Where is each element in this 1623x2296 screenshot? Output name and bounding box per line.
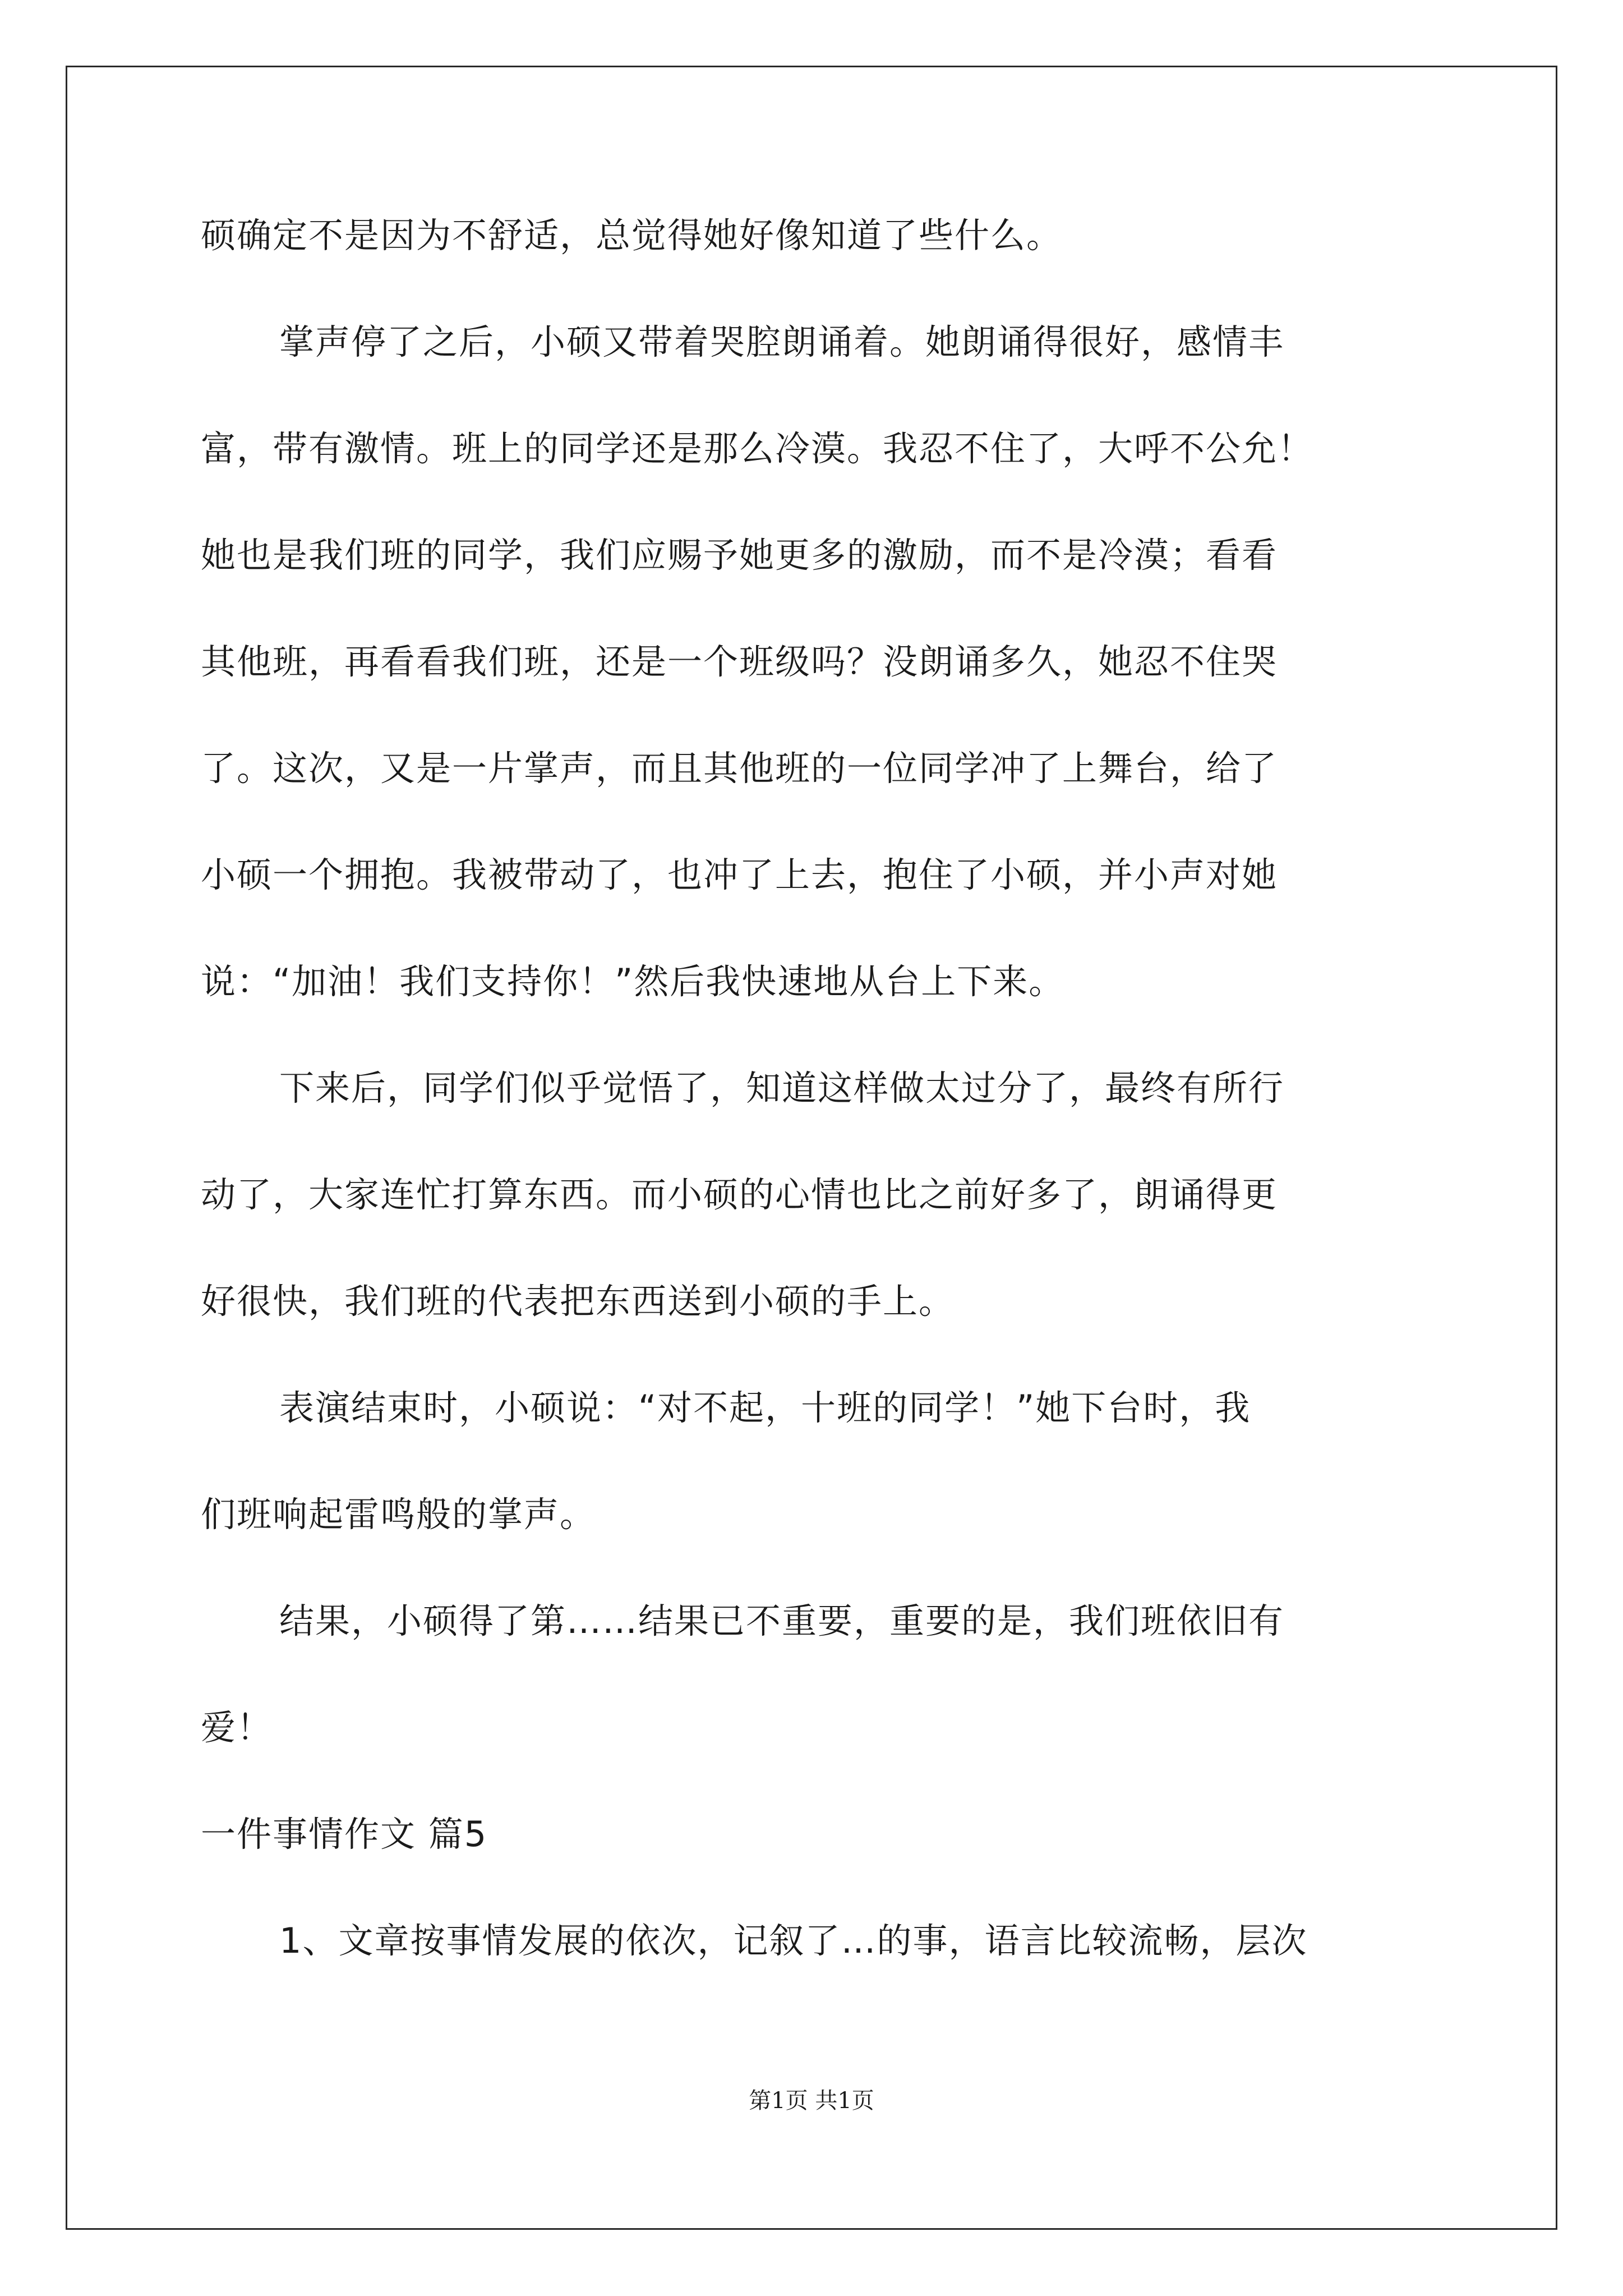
text-line: 其他班，再看看我们班，还是一个班级吗？没朗诵多久，她忍不住哭 — [201, 641, 1278, 682]
text-line: 好很快，我们班的代表把东西送到小硕的手上。 — [201, 1281, 955, 1322]
text-line: 动了，大家连忙打算东西。而小硕的心情也比之前好多了，朗诵得更 — [201, 1174, 1278, 1215]
text-line: 表演结束时，小硕说：“对不起，十班的同学！”她下台时，我 — [279, 1387, 1251, 1428]
text-line: 掌声停了之后，小硕又带着哭腔朗诵着。她朗诵得很好，感情丰 — [279, 321, 1285, 362]
text-line: 们班响起雷鸣般的掌声。 — [201, 1494, 596, 1535]
text-line: 结果，小硕得了第……结果已不重要，重要的是，我们班依旧有 — [279, 1600, 1285, 1641]
text-line: 1、文章按事情发展的依次，记叙了…的事，语言比较流畅，层次 — [279, 1920, 1308, 1961]
text-line: 她也是我们班的同学，我们应赐予她更多的激励，而不是冷漠；看看 — [201, 535, 1278, 576]
page-number: 第1页 共1页 — [749, 2088, 874, 2114]
page-border — [66, 66, 1557, 2230]
text-line: 硕确定不是因为不舒适，总觉得她好像知道了些什么。 — [201, 215, 1063, 256]
text-line: 富，带有激情。班上的同学还是那么冷漠。我忍不住了，大呼不公允！ — [201, 428, 1314, 469]
text-line: 爱！ — [201, 1707, 273, 1748]
text-line: 了。这次，又是一片掌声，而且其他班的一位同学冲了上舞台，给了 — [201, 748, 1278, 789]
text-line: 小硕一个拥抱。我被带动了，也冲了上去，抱住了小硕，并小声对她 — [201, 854, 1278, 895]
text-line: 说：“加油！我们支持你！”然后我快速地从台上下来。 — [201, 961, 1065, 1002]
text-line: 下来后，同学们似乎觉悟了，知道这样做太过分了，最终有所行 — [279, 1068, 1285, 1108]
section-heading: 一件事情作文 篇5 — [201, 1814, 488, 1855]
